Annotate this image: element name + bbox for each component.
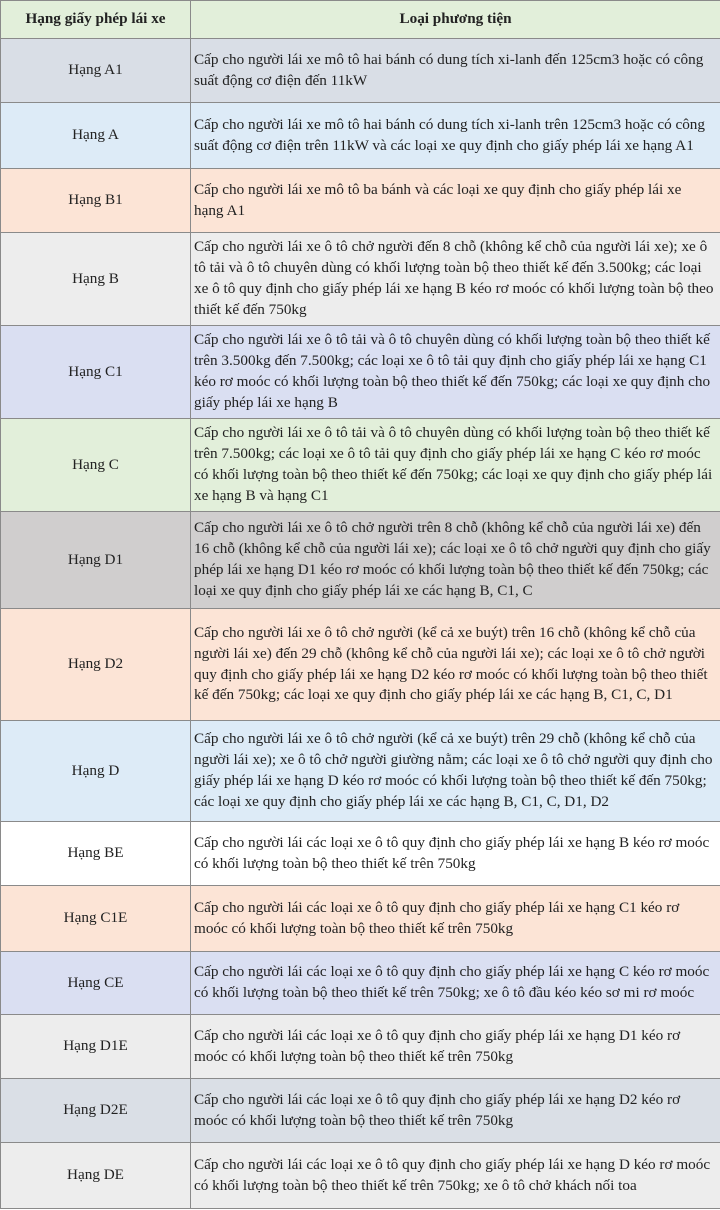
table-row	[1, 952, 720, 1015]
table-row	[1, 886, 720, 952]
vehicle-description-cell: Cấp cho người lái các loại xe ô tô quy định cho giấy phép lái xe hạng D2 kéo rơ moóc có khối lượng toàn bộ theo thiết kế trên 750kg	[191, 1079, 720, 1143]
license-class-cell: Hạng CE	[1, 952, 191, 1015]
vehicle-description-cell: Cấp cho người lái xe ô tô chở người (kể cả xe buýt) trên 29 chỗ (không kể chỗ của người lái xe); xe ô tô chở người giường nằm; các loại xe ô tô chở người quy định cho giấy phép lái xe hạng D kéo rơ moóc có khối lượng toàn bộ theo thiết kế đến 750kg; các loại xe quy định cho giấy phép lái xe các hạng B, C1, C, D1, D2	[191, 721, 720, 822]
table-row	[1, 39, 720, 103]
license-class-cell: Hạng D2E	[1, 1079, 191, 1143]
license-class-cell: Hạng A	[1, 103, 191, 169]
license-class-cell: Hạng D	[1, 721, 191, 822]
vehicle-description-cell: Cấp cho người lái xe ô tô tải và ô tô chuyên dùng có khối lượng toàn bộ theo thiết kế trên 3.500kg đến 7.500kg; các loại xe ô tô tải quy định cho giấy phép lái xe hạng C1 kéo rơ moóc có khối lượng toàn bộ theo thiết kế đến 750kg; các loại xe quy định cho giấy phép lái xe hạng B	[191, 326, 720, 419]
vehicle-description-cell: Cấp cho người lái xe mô tô ba bánh và các loại xe quy định cho giấy phép lái xe hạng A1	[191, 169, 720, 233]
table-row	[1, 1143, 720, 1209]
header-vehicle-column: Loại phương tiện	[191, 1, 720, 39]
license-class-cell: Hạng C	[1, 419, 191, 512]
vehicle-description-cell: Cấp cho người lái xe mô tô hai bánh có dung tích xi-lanh trên 125cm3 hoặc có công suất động cơ điện trên 11kW và các loại xe quy định cho giấy phép lái xe hạng A1	[191, 103, 720, 169]
license-class-cell: Hạng C1E	[1, 886, 191, 952]
table-row	[1, 233, 720, 326]
table-row	[1, 103, 720, 169]
vehicle-description-cell: Cấp cho người lái các loại xe ô tô quy định cho giấy phép lái xe hạng C1 kéo rơ moóc có khối lượng toàn bộ theo thiết kế trên 750kg	[191, 886, 720, 952]
vehicle-description-cell: Cấp cho người lái xe mô tô hai bánh có dung tích xi-lanh đến 125cm3 hoặc có công suất động cơ điện đến 11kW	[191, 39, 720, 103]
license-class-cell: Hạng C1	[1, 326, 191, 419]
table-row	[1, 512, 720, 609]
vehicle-description-cell: Cấp cho người lái các loại xe ô tô quy định cho giấy phép lái xe hạng C kéo rơ moóc có khối lượng toàn bộ theo thiết kế trên 750kg; xe ô tô đầu kéo kéo sơ mi rơ moóc	[191, 952, 720, 1015]
table-body	[1, 39, 720, 1209]
license-class-cell: Hạng A1	[1, 39, 191, 103]
vehicle-description-cell: Cấp cho người lái các loại xe ô tô quy định cho giấy phép lái xe hạng D kéo rơ moóc có khối lượng toàn bộ theo thiết kế trên 750kg; xe ô tô chở khách nối toa	[191, 1143, 720, 1209]
table-row	[1, 419, 720, 512]
vehicle-description-cell: Cấp cho người lái xe ô tô tải và ô tô chuyên dùng có khối lượng toàn bộ theo thiết kế trên 7.500kg; các loại xe ô tô tải quy định cho giấy phép lái xe hạng C kéo rơ moóc có khối lượng toàn bộ theo thiết kế đến 750kg; các loại xe quy định cho giấy phép lái xe hạng B và hạng C1	[191, 419, 720, 512]
license-class-cell: Hạng DE	[1, 1143, 191, 1209]
vehicle-description-cell: Cấp cho người lái các loại xe ô tô quy định cho giấy phép lái xe hạng D1 kéo rơ moóc có khối lượng toàn bộ theo thiết kế trên 750kg	[191, 1015, 720, 1079]
header-class-column: Hạng giấy phép lái xe	[1, 1, 191, 39]
license-class-cell: Hạng D1	[1, 512, 191, 609]
vehicle-description-cell: Cấp cho người lái xe ô tô chở người đến 8 chỗ (không kể chỗ của người lái xe); xe ô tô tải và ô tô chuyên dùng có khối lượng toàn bộ theo thiết kế đến 3.500kg; các loại xe ô tô quy định cho giấy phép lái xe hạng B kéo rơ moóc có khối lượng toàn bộ theo thiết kế đến 750kg	[191, 233, 720, 326]
table-row	[1, 822, 720, 886]
table-row	[1, 721, 720, 822]
license-class-cell: Hạng D2	[1, 609, 191, 721]
table-row	[1, 326, 720, 419]
table-row	[1, 1015, 720, 1079]
table-row	[1, 609, 720, 721]
vehicle-description-cell: Cấp cho người lái xe ô tô chở người trên 8 chỗ (không kể chỗ của người lái xe) đến 16 chỗ (không kể chỗ của người lái xe); các loại xe ô tô chở người quy định cho giấy phép lái xe hạng D1 kéo rơ moóc có khối lượng toàn bộ theo thiết kế đến 750kg; các loại xe quy định cho giấy phép lái xe các hạng B, C1, C	[191, 512, 720, 609]
vehicle-description-cell: Cấp cho người lái xe ô tô chở người (kể cả xe buýt) trên 16 chỗ (không kể chỗ của người lái xe) đến 29 chỗ (không kể chỗ của người lái xe); các loại xe ô tô chở người quy định cho giấy phép lái xe hạng D2 kéo rơ moóc có khối lượng toàn bộ theo thiết kế đến 750kg; các loại xe quy định cho giấy phép lái xe các hạng B, C1, C, D1	[191, 609, 720, 721]
vehicle-description-cell: Cấp cho người lái các loại xe ô tô quy định cho giấy phép lái xe hạng B kéo rơ moóc có khối lượng toàn bộ theo thiết kế trên 750kg	[191, 822, 720, 886]
license-class-cell: Hạng B1	[1, 169, 191, 233]
table-row	[1, 1079, 720, 1143]
license-class-cell: Hạng D1E	[1, 1015, 191, 1079]
license-class-cell: Hạng BE	[1, 822, 191, 886]
table-header	[1, 1, 720, 39]
license-class-cell: Hạng B	[1, 233, 191, 326]
header-row	[1, 1, 720, 39]
table-row	[1, 169, 720, 233]
